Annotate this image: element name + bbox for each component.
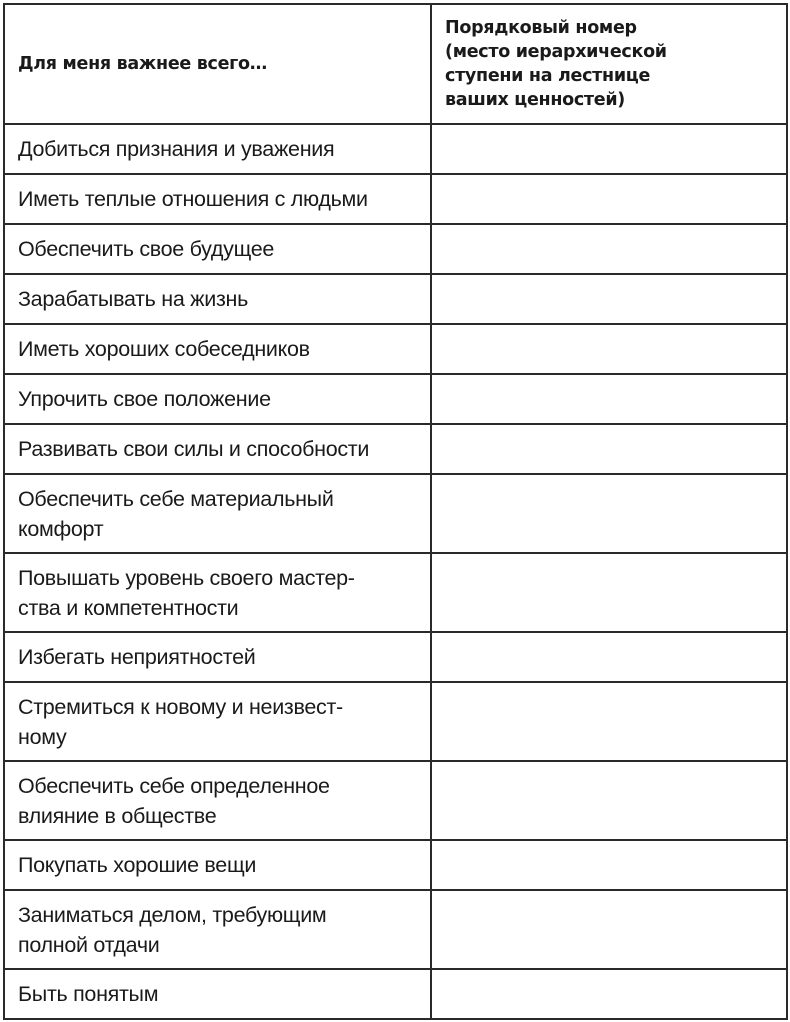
rank-cell[interactable] — [431, 632, 787, 682]
rank-cell[interactable] — [431, 124, 787, 174]
table-row — [4, 274, 787, 324]
value-item-line: комфорт — [18, 516, 104, 541]
value-item: Иметь хороших собеседников — [4, 324, 431, 374]
header-rank — [431, 4, 787, 124]
table-row — [4, 553, 787, 632]
table-row — [4, 174, 787, 224]
value-item-line: полной отдачи — [18, 932, 160, 957]
table-row — [4, 632, 787, 682]
rank-cell[interactable] — [431, 324, 787, 374]
rank-cell[interactable] — [431, 840, 787, 890]
value-item: Обеспечить свое будущее — [4, 224, 431, 274]
value-item: Развивать свои силы и способности — [4, 424, 431, 474]
value-item-line: Обеспечить себе материальный — [18, 486, 334, 511]
table-row — [4, 324, 787, 374]
rank-cell[interactable] — [431, 374, 787, 424]
value-item-line: Повышать уровень своего мастер- — [18, 565, 355, 590]
table-row — [4, 890, 787, 969]
table-row — [4, 761, 787, 840]
value-item-line: ства и компетентности — [18, 595, 239, 620]
value-item — [4, 890, 431, 969]
header-rank-line: ступени на лестнице — [445, 66, 651, 86]
rank-cell[interactable] — [431, 890, 787, 969]
header-rank-line: (место иерархической — [445, 42, 667, 62]
values-ranking-table — [3, 3, 788, 1020]
rank-cell[interactable] — [431, 224, 787, 274]
value-item: Зарабатывать на жизнь — [4, 274, 431, 324]
rank-cell[interactable] — [431, 761, 787, 840]
table-row — [4, 124, 787, 174]
table-row — [4, 474, 787, 553]
value-item-line: Обеспечить себе определенное — [18, 773, 330, 798]
table-row — [4, 224, 787, 274]
value-item-line: Заниматься делом, требующим — [18, 902, 327, 927]
value-item — [4, 761, 431, 840]
rank-cell[interactable] — [431, 424, 787, 474]
value-item: Покупать хорошие вещи — [4, 840, 431, 890]
value-item: Избегать неприятностей — [4, 632, 431, 682]
header-rank-line: Порядковый номер — [445, 18, 637, 38]
value-item: Иметь теплые отношения с людьми — [4, 174, 431, 224]
table-row — [4, 682, 787, 761]
value-item-line: влияние в обществе — [18, 803, 217, 828]
value-item-line: ному — [18, 724, 67, 749]
rank-cell[interactable] — [431, 274, 787, 324]
value-item: Упрочить свое положение — [4, 374, 431, 424]
value-item-line: Стремиться к новому и неизвест- — [18, 694, 343, 719]
value-item — [4, 474, 431, 553]
table-row — [4, 969, 787, 1019]
value-item — [4, 682, 431, 761]
rank-cell[interactable] — [431, 474, 787, 553]
rank-cell[interactable] — [431, 682, 787, 761]
header-item: Для меня важнее всего… — [4, 4, 431, 124]
rank-cell[interactable] — [431, 969, 787, 1019]
table-row — [4, 424, 787, 474]
value-item — [4, 553, 431, 632]
table-header-row — [4, 4, 787, 124]
rank-cell[interactable] — [431, 553, 787, 632]
value-item: Добиться признания и уважения — [4, 124, 431, 174]
table-row — [4, 840, 787, 890]
rank-cell[interactable] — [431, 174, 787, 224]
table-row — [4, 374, 787, 424]
value-item: Быть понятым — [4, 969, 431, 1019]
header-rank-line: ваших ценностей) — [445, 90, 626, 110]
